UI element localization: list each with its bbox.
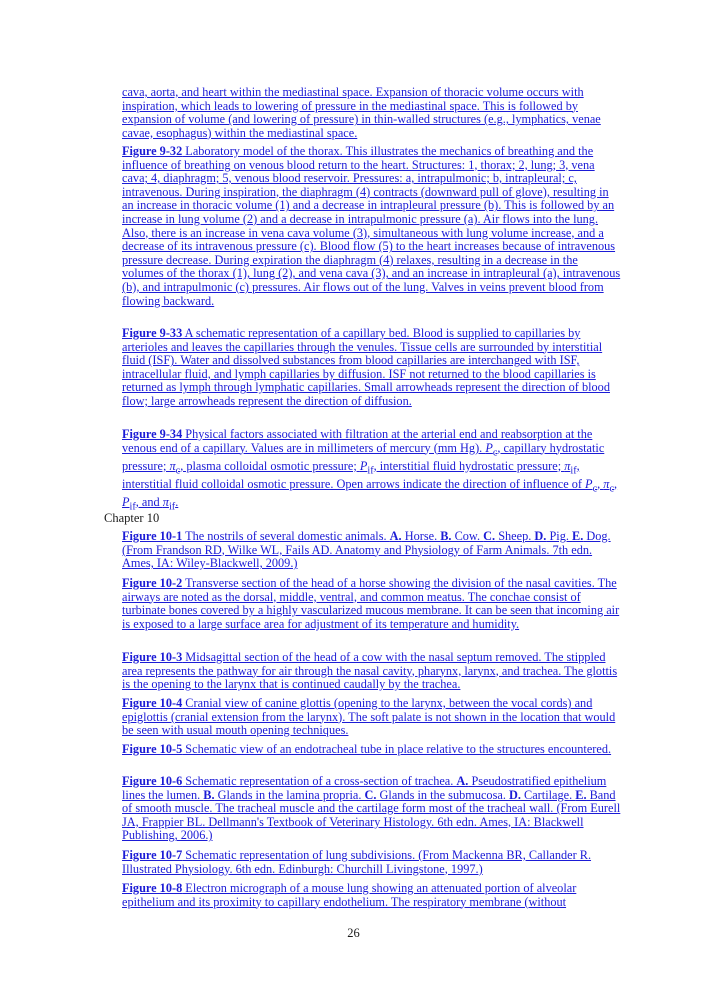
caption-text: , capillary hydrostatic pressure; (122, 440, 605, 473)
sub-c: c (175, 465, 181, 477)
caption-text: cava, aorta, and heart within the mediastinal space. Expansion of thoracic volume occurs with inspiration, which leads to lowering of pressure in the mediastinal space. This is followed by expansion of volume (and lowering of pressure) in thin-walled structures (e.g., lymphatics, venae cavae, esophagus) within the mediastinal space. (122, 85, 601, 140)
symbol-pif: P (122, 494, 130, 509)
caption-text: Pig. (546, 529, 573, 543)
separator: , (614, 476, 618, 491)
caption-text: Glands in the submucosa. (376, 787, 509, 802)
caption-text: , interstitial fluid colloidal osmotic pressure. Open arrows indicate the direction of influence of (122, 458, 586, 491)
figure-label[interactable]: Figure 10-8 (122, 881, 183, 895)
caption-text: Midsagittal section of the head of a cow with the nasal septum removed. The stippled area represents the pathway for air through the nasal cavity, pharynx, larynx, and trachea. The glottis is the opening to the larynx that is continued caudally by the trachea. (122, 650, 618, 692)
caption-text: , interstitial fluid hydrostatic pressure; (373, 458, 565, 473)
caption-text: Laboratory model of the thorax. This illustrates the mechanics of breathing and the influence of breathing on venous blood return to the heart. Structures: 1, thorax; 2, lung; 3, vena cava; 4, diaphragm; 5, venous blood reservoir. Pressures: a, intrapulmonic; b, intrapleural; c, intravenous. During inspiration, the diaphragm (4) contracts (downward pull of glove), resulting in an increase in thoracic volume (1) and a decrease in intrapleural pressure (b). This is followed by an increase in lung volume (2) and a decrease in intrapulmonic pressure (a). Air flows into the lung. Also, there is an increase in vena cava volume (3), simultaneous with lung volume increase, and a decrease of its intravenous pressure (c). Blood flow (5) to the heart increases because of intravenous pressure decrease. During expiration the diaphragm (4) relaxes, resulting in a decrease in the volumes of the thorax (1), lung (2), and vena cava (3), and an increase in intrapleural (a), intravenous (b), and intrapulmonic (c) pressures. Air flows out of the lung. Valves in veins prevent blood from flowing backward. (122, 144, 621, 308)
figure-label[interactable]: Figure 10-2 (122, 576, 183, 590)
caption-text: Glands in the lamina propria. (214, 787, 365, 802)
symbol-pi-if: π (564, 458, 571, 473)
symbol-pi-c: π (603, 476, 610, 491)
panel-letter: C. (483, 529, 496, 543)
caption-text: Sheep. (495, 529, 535, 543)
caption-text: Transverse section of the head of a horse showing the division of the nasal cavities. The airways are noted as the dorsal, middle, ventral, and common meatus. The conchae consist of turbinate bones covered by a highly vascularized mucous membrane. It can be seen that incoming air is exposed to a large surface area for adjustment of its temperature and humidity. (122, 576, 620, 631)
figure-caption-9-33[interactable] (122, 327, 622, 409)
panel-letter: D. (534, 529, 547, 543)
sub-if: if (129, 501, 136, 513)
caption-text: Schematic representation of a cross-section of trachea. (182, 774, 457, 788)
symbol-pc: P (485, 440, 493, 455)
figure-caption-10-5[interactable] (122, 743, 622, 757)
figure-label[interactable]: Figure 9-33 (122, 326, 183, 340)
caption-text: Pseudostratified epithelium lines the lumen. (122, 774, 607, 802)
figure-caption-10-7[interactable] (122, 849, 622, 876)
caption-text: The nostrils of several domestic animals. (182, 529, 390, 543)
caption-text: , plasma colloidal osmotic pressure; (180, 458, 360, 473)
figure-label[interactable]: Figure 10-5 (122, 742, 183, 756)
panel-letter: A. (389, 529, 402, 543)
sub-if: if (570, 465, 577, 477)
figure-caption-10-4[interactable] (122, 697, 622, 738)
panel-letter: C. (364, 787, 377, 802)
separator: , (597, 476, 604, 491)
figure-label[interactable]: Figure 10-6 (122, 774, 183, 788)
sub-if: if (367, 465, 374, 477)
symbol-pi-c: π (169, 458, 176, 473)
caption-text: Band of smooth muscle. The tracheal muscle and the cartilage form most of the tracheal wall. (From Eurell JA, Frappier BL. Dellmann's Textbook of Veterinary Histology. 6th edn. Ames, IA: Blackwell Publishing, 2006.) (122, 787, 621, 843)
panel-letter: B. (203, 787, 215, 802)
panel-letter: D. (508, 787, 521, 802)
separator: , and (135, 494, 163, 509)
figure-caption-10-6[interactable] (122, 775, 622, 843)
figure-caption-9-34[interactable] (122, 428, 622, 514)
sub-c: c (609, 483, 615, 495)
caption-text: Electron micrograph of a mouse lung showing an attenuated portion of alveolar epithelium and its proximity to capillary endothelium. The respiratory membrane (without (122, 881, 577, 909)
figure-caption-10-1[interactable] (122, 530, 622, 571)
figure-caption-10-3[interactable] (122, 651, 622, 692)
chapter-heading: Chapter 10 (104, 511, 160, 525)
symbol-pi-if: π (162, 494, 169, 509)
figure-label[interactable]: Figure 9-34 (122, 427, 183, 441)
caption-text: Cartilage. (520, 787, 576, 802)
panel-letter: E. (572, 529, 584, 543)
caption-text: A schematic representation of a capillary bed. Blood is supplied to capillaries by arterioles and leaves the capillaries through the venules. Tissue cells are surrounded by interstitial fluid (ISF). Water and dissolved substances from blood capillaries are interchanged with ISF, intracellular fluid, and lymph capillaries by diffusion. ISF not returned to the blood capillaries is returned as lymph through lymphatic capillaries. Small arrowheads represent the direction of blood flow; large arrowheads represent the direction of diffusion. (122, 326, 610, 408)
caption-text: Horse. (401, 529, 441, 543)
figure-label[interactable]: Figure 10-7 (122, 848, 183, 862)
figure-label[interactable]: Figure 10-1 (122, 529, 183, 543)
caption-text: Physical factors associated with filtration at the arterial end and reabsorption at the venous end of a capillary. Values are in millimeters of mercury (mm Hg). (122, 427, 593, 455)
caption-text: Schematic view of an endotracheal tube in place relative to the structures encountered. (182, 742, 612, 756)
figure-label[interactable]: Figure 10-3 (122, 650, 183, 664)
caption-text: Schematic representation of lung subdivisions. (From Mackenna BR, Callander R. Illustrated Physiology. 6th edn. Edinburgh: Churchill Livingstone, 1997.) (122, 848, 592, 876)
symbol-pc: P (585, 476, 593, 491)
panel-letter: B. (440, 529, 452, 543)
symbol-pif: P (359, 458, 368, 473)
panel-letter: A. (456, 774, 469, 788)
figure-caption-continuation[interactable] (122, 86, 622, 140)
caption-text: Cow. (451, 529, 484, 543)
caption-text: Dog. (From Frandson RD, Wilke WL, Fails AD. Anatomy and Physiology of Farm Animals. 7th edn. Ames, IA: Wiley-Blackwell, 2009.) (122, 529, 611, 571)
sub-c: c (592, 483, 598, 495)
sub-if: if (168, 501, 176, 513)
page-number: 26 (347, 926, 360, 940)
figure-caption-10-8[interactable] (122, 882, 622, 909)
panel-letter: E. (575, 787, 587, 802)
figure-caption-9-32[interactable] (122, 145, 622, 308)
figure-label[interactable]: Figure 10-4 (122, 696, 183, 710)
separator: . (175, 494, 179, 509)
figure-label[interactable]: Figure 9-32 (122, 144, 183, 158)
figure-caption-10-2[interactable] (122, 577, 622, 631)
caption-text: Cranial view of canine glottis (opening to the larynx, between the vocal cords) and epiglottis (cranial extension from the larynx). The soft palate is not shown in the location that would be seen with usual mouth opening techniques. (122, 696, 616, 738)
sub-c: c (492, 447, 498, 459)
